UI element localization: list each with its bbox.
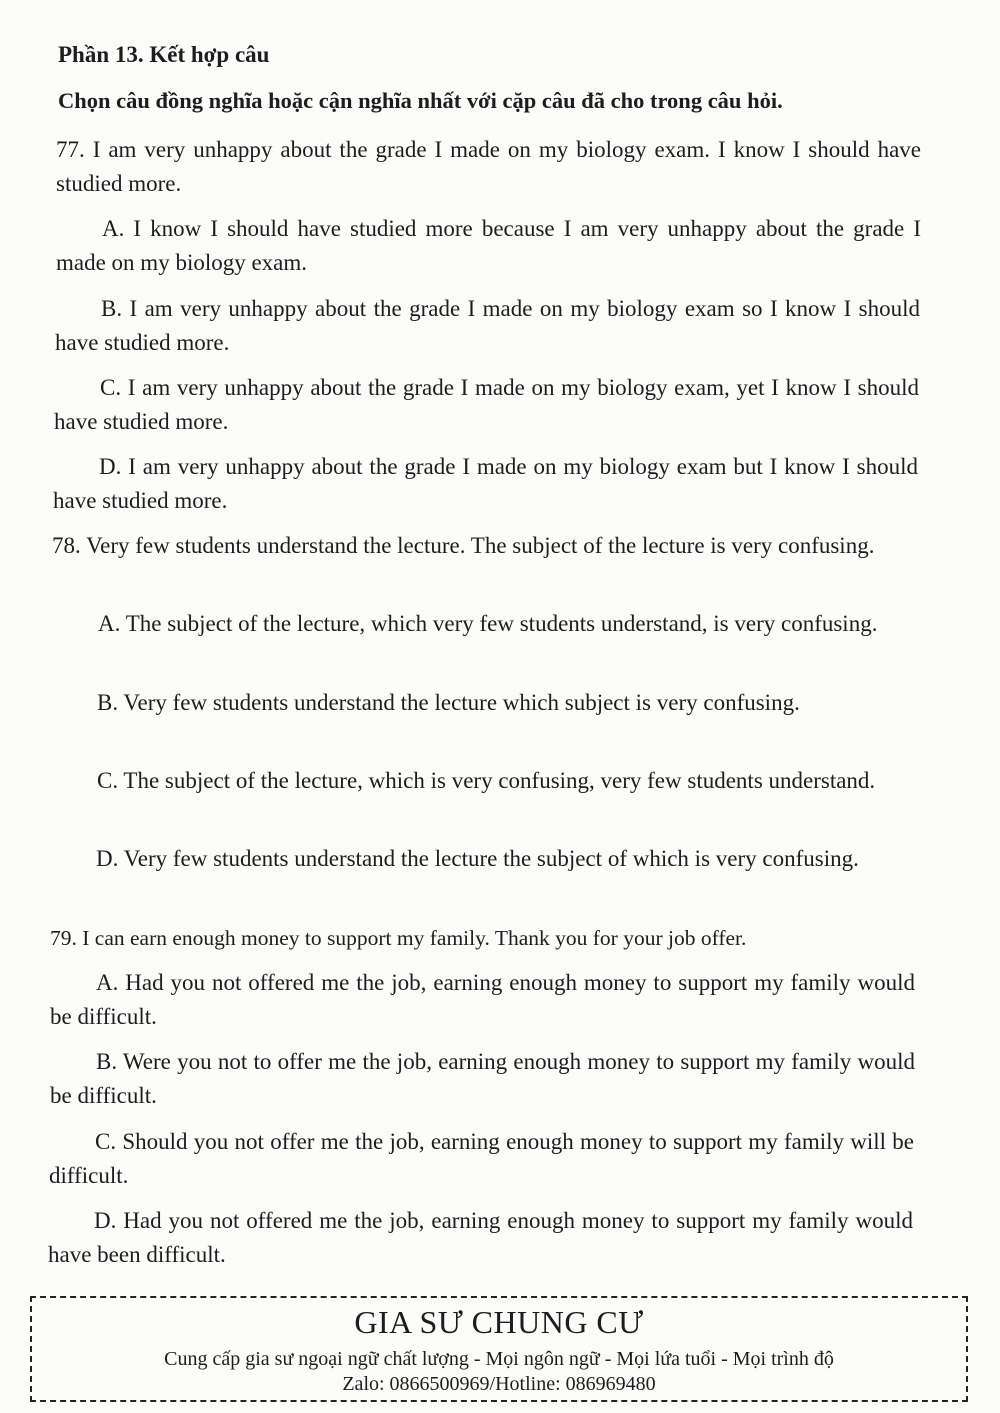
instruction: Chọn câu đồng nghĩa hoặc cận nghĩa nhất với cặp câu đã cho trong câu hỏi. — [58, 88, 783, 113]
question-78-stem: 78. Very few students understand the lecture. The subject of the lecture is very confusing. — [52, 533, 875, 558]
question-79-stem: 79. I can earn enough money to support my family. Thank you for your job offer. — [50, 926, 747, 950]
question-79-option-b: B. Were you not to offer me the job, earning enough money to support my family would be difficult. — [50, 1049, 915, 1108]
footer-contact: Zalo: 0866500969/Hotline: 086969480 — [342, 1373, 656, 1395]
footer-ad-box — [30, 1296, 968, 1402]
question-78-option-a: A. The subject of the lecture, which very few students understand, is very confusing. — [98, 611, 878, 636]
question-77-option-a: A. I know I should have studied more because I am very unhappy about the grade I made on my biology exam. — [56, 216, 921, 275]
question-79-option-a: A. Had you not offered me the job, earning enough money to support my family would be difficult. — [50, 970, 915, 1029]
question-77-option-c: C. I am very unhappy about the grade I made on my biology exam, yet I know I should have studied more. — [54, 375, 919, 434]
section-title: Phần 13. Kết hợp câu — [58, 42, 270, 67]
footer-tagline: Cung cấp gia sư ngoại ngữ chất lượng - Mọi ngôn ngữ - Mọi lứa tuổi - Mọi trình độ — [164, 1348, 834, 1370]
question-77-stem: 77. I am very unhappy about the grade I made on my biology exam. I know I should have studied more. — [56, 137, 921, 196]
question-78-option-d: D. Very few students understand the lecture the subject of which is very confusing. — [96, 846, 859, 871]
footer-title: GIA SƯ CHUNG CƯ — [354, 1304, 644, 1340]
question-78-option-b: B. Very few students understand the lecture which subject is very confusing. — [97, 690, 800, 715]
question-79-option-d: D. Had you not offered me the job, earning enough money to support my family would have been difficult. — [48, 1208, 913, 1267]
question-79-option-c: C. Should you not offer me the job, earning enough money to support my family will be difficult. — [49, 1129, 914, 1188]
question-77-option-b: B. I am very unhappy about the grade I made on my biology exam so I know I should have studied more. — [55, 296, 920, 355]
question-77-option-d: D. I am very unhappy about the grade I made on my biology exam but I know I should have studied more. — [53, 454, 918, 513]
question-78-option-c: C. The subject of the lecture, which is very confusing, very few students understand. — [97, 768, 876, 793]
